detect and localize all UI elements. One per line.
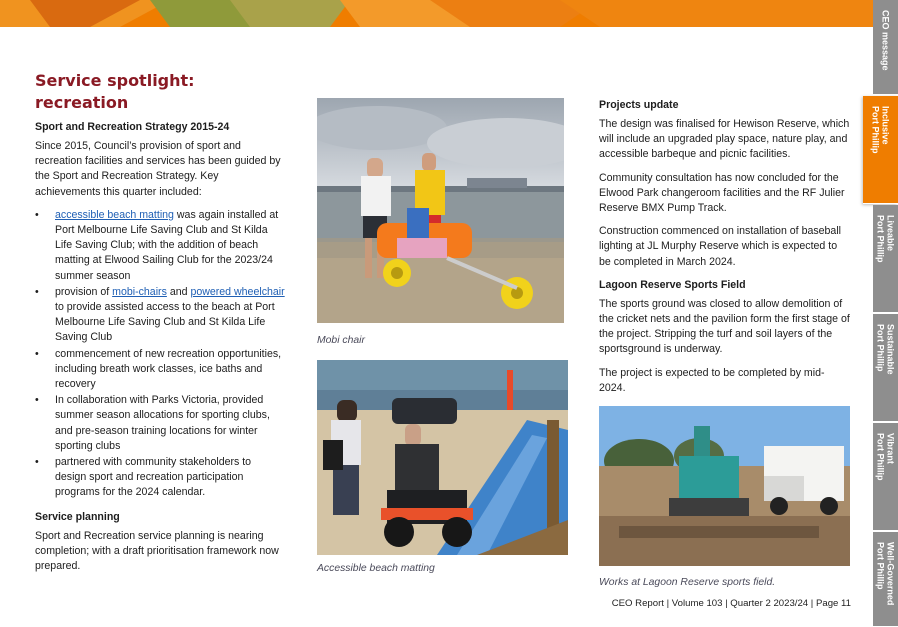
achievements-list xyxy=(35,208,285,501)
beach-matting-caption: Accessible beach matting xyxy=(317,563,435,574)
list-item-text: and xyxy=(166,285,191,298)
right-column xyxy=(599,98,851,404)
tab-label: Liveable Port Phillip xyxy=(875,215,896,263)
lagoon-reserve-caption: Works at Lagoon Reserve sports field. xyxy=(599,577,776,588)
planning-heading: Service planning xyxy=(35,510,120,523)
tab-inclusive-port-phillip[interactable] xyxy=(863,96,898,204)
powered-wheelchair-link[interactable]: powered wheelchair xyxy=(190,285,285,298)
mobi-chairs-link[interactable]: mobi-chairs xyxy=(112,285,167,298)
lagoon-p5: The project is expected to be completed by mid-2024. xyxy=(599,366,825,394)
projects-heading: Projects update xyxy=(599,99,679,111)
left-column xyxy=(35,70,285,582)
projects-p1: The design was finalised for Hewison Reserve, which will include an upgraded play space, nature play, and accessible barbeque and picnic facilities. xyxy=(599,118,850,161)
lagoon-heading: Lagoon Reserve Sports Field xyxy=(599,278,746,291)
list-item xyxy=(35,285,285,346)
mobi-chair-caption: Mobi chair xyxy=(317,335,365,346)
section-tabs xyxy=(870,0,898,627)
list-item-text: was again installed at Port Melbourne Life Saving Club and St Kilda Life Saving Club; with the addition of beach matting at Elwood Sailing Club for the 2023/24 summer season xyxy=(55,208,279,282)
page-footer: CEO Report | Volume 103 | Quarter 2 2023/24 | Page 11 xyxy=(611,598,851,609)
lagoon-reserve-photo xyxy=(599,406,850,566)
tab-liveable-port-phillip[interactable] xyxy=(873,205,898,313)
strategy-intro: Since 2015, Council’s provision of sport and recreation facilities and services has been guided by the Sport and Recreation Strategy. Key achievements this quarter included: xyxy=(35,140,281,198)
tab-label: Well-Governed Port Phillip xyxy=(875,542,896,606)
page-title: Service spotlight: recreation xyxy=(35,71,195,112)
tab-well-governed-port-phillip[interactable] xyxy=(873,532,898,627)
planning-text: Sport and Recreation service planning is nearing completion; with a draft prioritisation framework now prepared. xyxy=(35,529,279,573)
beach-matting-photo xyxy=(317,360,568,555)
tab-label: Sustainable Port Phillip xyxy=(875,324,896,375)
tab-label: CEO message xyxy=(880,10,891,71)
list-item xyxy=(35,208,285,284)
list-item: • commencement of new recreation opportunities, including breath work classes, ice baths and recovery xyxy=(35,347,285,393)
list-item: • In collaboration with Parks Victoria, provided summer season allocations for sporting clubs, and pre-season training locations for winter sporting clubs xyxy=(35,393,285,454)
projects-p3: Construction commenced on installation of baseball lighting at JL Murphy Reserve which is expected to be completed in March 2024. xyxy=(599,225,842,268)
lagoon-p4: The sports ground was closed to allow demolition of the cricket nets and the pavilion form the first stage of the project. Stripping the turf and soil layers of the sportsground is underway. xyxy=(599,297,850,356)
tab-label: Inclusive Port Phillip xyxy=(870,106,891,154)
list-item: • partnered with community stakeholders to design sport and recreation participation programs for the 2024 calendar. xyxy=(35,455,285,501)
list-item-text: to provide assisted access to the beach at Port Melbourne Life Saving Club and St Kilda Life Saving Club xyxy=(55,301,275,344)
tab-ceo-message[interactable] xyxy=(873,0,898,95)
projects-p2: Community consultation has now concluded for the Elwood Park changeroom facilities and the RF Julier Reserve BMX Pump Track. xyxy=(599,171,845,215)
tab-vibrant-port-phillip[interactable] xyxy=(873,423,898,531)
mobi-chair-photo xyxy=(317,98,564,323)
top-banner xyxy=(0,0,873,27)
tab-sustainable-port-phillip[interactable] xyxy=(873,314,898,422)
strategy-heading: Sport and Recreation Strategy 2015-24 xyxy=(35,121,230,133)
tab-label: Vibrant Port Phillip xyxy=(875,433,896,481)
list-item-text: provision of xyxy=(55,285,113,298)
beach-matting-link[interactable]: accessible beach matting xyxy=(55,208,174,221)
